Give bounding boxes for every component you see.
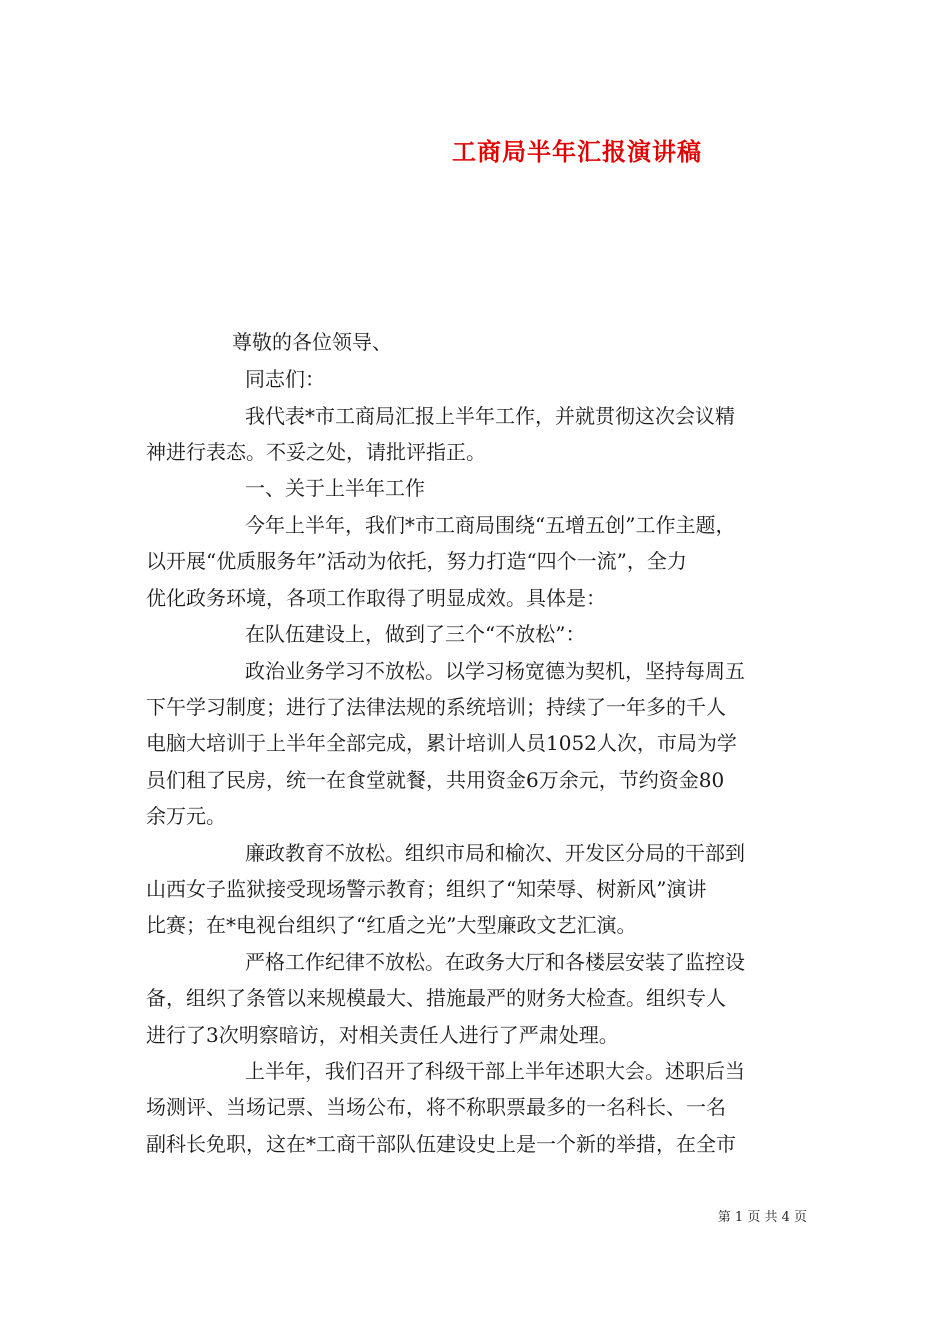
document-title: 工商局半年汇报演讲稿 [452,137,702,166]
text-line: 优化政务环境，各项工作取得了明显成效。具体是： [146,586,606,610]
text-line: 今年上半年，我们*市工商局围绕“五增五创”工作主题， [245,513,736,537]
text-line: 副科长免职，这在*工商干部队伍建设史上是一个新的举措，在全市 [146,1132,736,1156]
text-line: 以开展“优质服务年”活动为依托，努力打造“四个一流”，全力 [146,549,687,573]
text-line: 员们租了民房，统一在食堂就餐，共用资金6万余元，节约资金80 [146,768,725,792]
text-line: 上半年，我们召开了科级干部上半年述职大会。述职后当 [245,1059,745,1083]
text-line: 备，组织了条管以来规模最大、措施最严的财务大检查。组织专人 [146,986,726,1010]
text-line: 场测评、当场记票、当场公布，将不称职票最多的一名科长、一名 [146,1095,726,1119]
text-line: 廉政教育不放松。组织市局和榆次、开发区分局的干部到 [245,841,745,865]
text-line: 同志们： [245,367,325,391]
section-heading: 一、关于上半年工作 [245,476,425,500]
text-line: 山西女子监狱接受现场警示教育；组织了“知荣辱、树新风”演讲 [146,877,707,901]
page-number: 第 1 页 共 4 页 [717,1210,807,1225]
text-line: 尊敬的各位领导、 [232,330,392,354]
text-line: 进行了3次明察暗访，对相关责任人进行了严肃处理。 [146,1023,619,1047]
text-line: 政治业务学习不放松。以学习杨宽德为契机，坚持每周五 [245,659,745,683]
text-line: 余万元。 [146,804,226,828]
text-line: 比赛；在*电视台组织了“红盾之光”大型廉政文艺汇演。 [146,913,637,937]
text-line: 严格工作纪律不放松。在政务大厅和各楼层安装了监控设 [245,950,745,974]
text-line: 下午学习制度；进行了法律法规的系统培训；持续了一年多的千人 [146,695,726,719]
text-line: 电脑大培训于上半年全部完成，累计培训人员1052人次，市局为学 [146,731,737,755]
text-line: 在队伍建设上，做到了三个“不放松”： [245,622,586,646]
text-line: 我代表*市工商局汇报上半年工作，并就贯彻这次会议精 [245,404,735,428]
text-line: 神进行表态。不妥之处，请批评指正。 [146,440,486,464]
